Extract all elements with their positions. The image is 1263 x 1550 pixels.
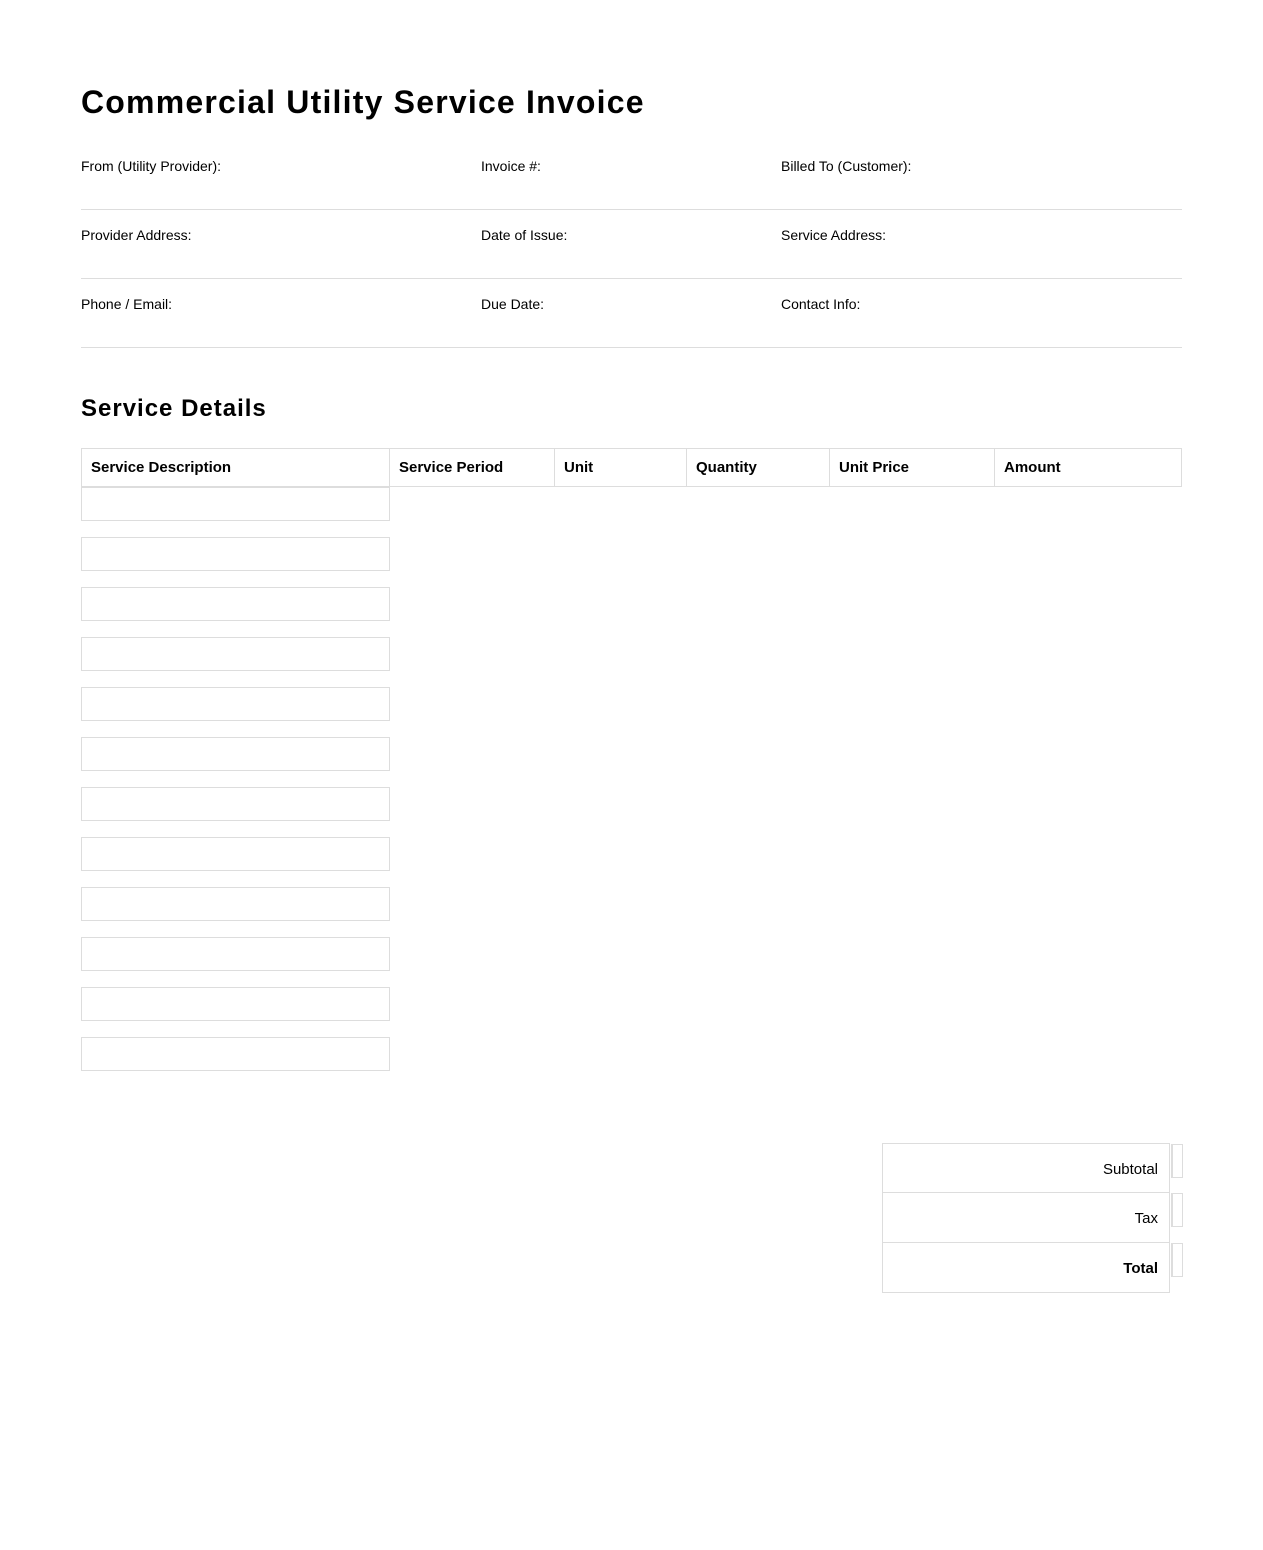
service-description-input[interactable] (81, 987, 390, 1021)
tax-label: Tax (1134, 1210, 1158, 1227)
service-description-input[interactable] (81, 487, 390, 521)
invoice-number-label: Invoice #: (481, 158, 541, 174)
date-of-issue-label: Date of Issue: (481, 227, 568, 243)
service-description-input[interactable] (81, 837, 390, 871)
from-label: From (Utility Provider): (81, 158, 222, 174)
due-date-label: Due Date: (481, 296, 545, 312)
total-input[interactable] (1171, 1243, 1183, 1277)
subtotal-row (882, 1143, 1170, 1193)
column-header-service-description: Service Description (82, 449, 390, 486)
info-row (81, 141, 1182, 210)
column-header-quantity: Quantity (687, 449, 830, 486)
service-description-input[interactable] (81, 787, 390, 821)
service-description-input[interactable] (81, 1037, 390, 1071)
column-header-unit-price: Unit Price (830, 449, 995, 486)
service-table-header (81, 448, 1182, 487)
column-header-amount: Amount (1004, 459, 1061, 476)
column-header-unit: Unit (555, 449, 687, 486)
invoice-info-grid (81, 141, 1182, 348)
service-address-label: Service Address: (781, 227, 887, 243)
subtotal-input[interactable] (1171, 1144, 1183, 1178)
total-row (882, 1243, 1170, 1293)
service-description-input[interactable] (81, 887, 390, 921)
service-description-input[interactable] (81, 587, 390, 621)
tax-input[interactable] (1171, 1193, 1183, 1227)
service-description-input[interactable] (81, 937, 390, 971)
provider-address-label: Provider Address: (81, 227, 192, 243)
service-description-input[interactable] (81, 737, 390, 771)
info-row (81, 279, 1182, 348)
tax-row (882, 1193, 1170, 1243)
service-rows (81, 487, 390, 1087)
phone-email-label: Phone / Email: (81, 296, 173, 312)
totals-table (882, 1143, 1170, 1293)
billed-to-label: Billed To (Customer): (781, 158, 912, 174)
page-title: Commercial Utility Service Invoice (81, 84, 645, 120)
service-description-input[interactable] (81, 687, 390, 721)
column-header-service-period: Service Period (390, 449, 555, 486)
service-description-input[interactable] (81, 537, 390, 571)
section-title-service-details: Service Details (81, 395, 267, 422)
subtotal-label: Subtotal (1102, 1161, 1158, 1178)
service-description-input[interactable] (81, 637, 390, 671)
total-label: Total (1123, 1260, 1158, 1277)
info-row (81, 210, 1182, 279)
contact-info-label: Contact Info: (781, 296, 861, 312)
